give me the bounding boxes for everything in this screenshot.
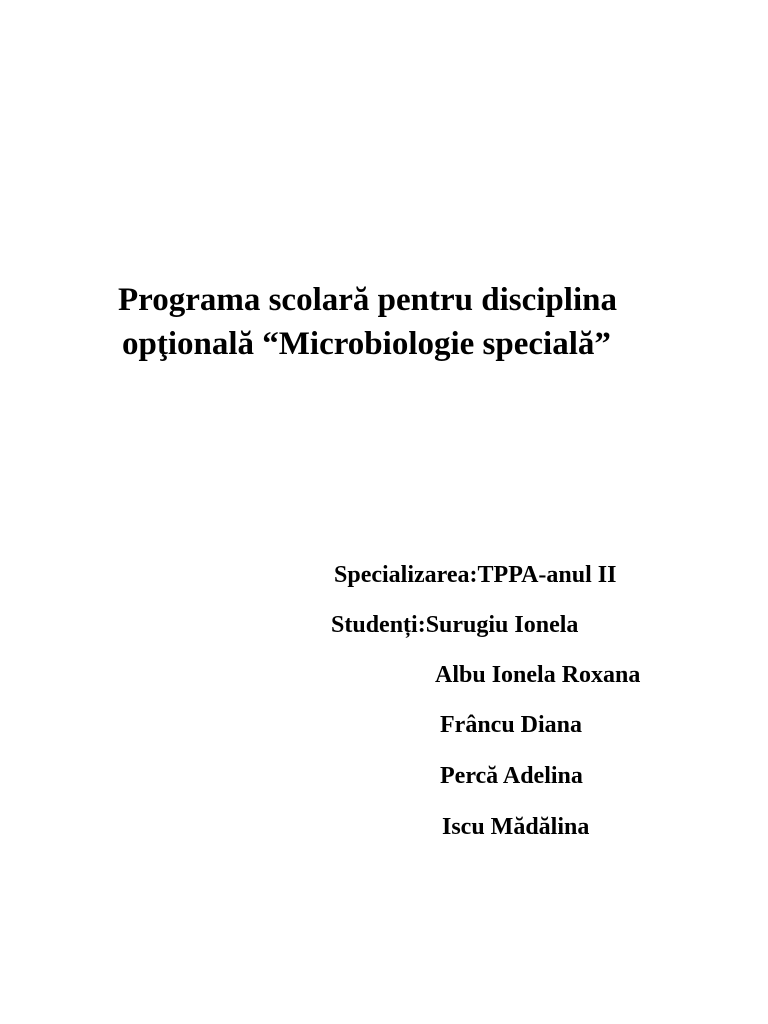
student-name: Percă Adelina [440, 763, 583, 789]
student-name: Frâncu Diana [440, 712, 583, 738]
students-label-line: Studenți:Surugiu Ionela [331, 612, 579, 638]
title-line-2: opţională “Microbiologie specială” [122, 326, 611, 362]
title-line-1: Programa scolară pentru disciplina [118, 282, 617, 318]
specialization-text: Specializarea:TPPA-anul II [334, 562, 617, 588]
document-title [118, 278, 718, 366]
student-name: Albu Ionela Roxana [435, 662, 641, 688]
student-name: Iscu Mădălina [442, 814, 590, 840]
